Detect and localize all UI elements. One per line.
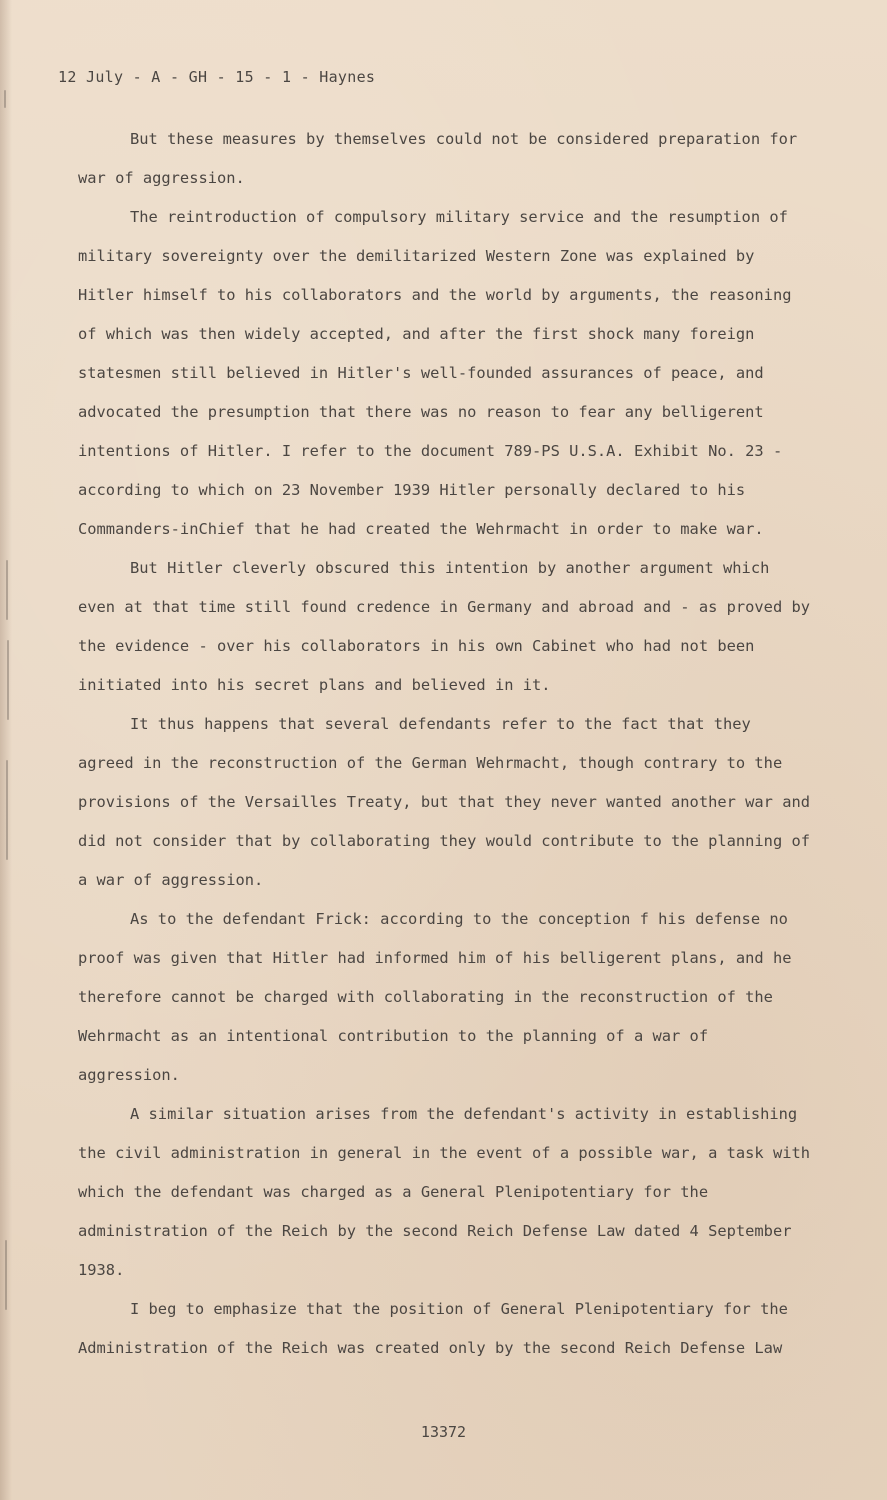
paragraph: I beg to emphasize that the position of General Plenipotentiary for the Administration of the Reich was created only by the second Reich Defense Law	[78, 1300, 788, 1357]
paragraph: It thus happens that several defendants refer to the fact that they agreed in the reconstruction of the German Wehrmacht, though contrary to the provisions of the Versailles Treaty, but that they never wanted another war and did not consider that by collaborating they would contribute to the planning of a war of aggression.	[78, 715, 811, 889]
edge-mark	[7, 640, 9, 720]
page-header: 12 July - A - GH - 15 - 1 - Haynes	[58, 68, 376, 86]
body-text	[78, 120, 813, 1368]
edge-mark	[4, 90, 6, 108]
edge-mark	[5, 1240, 7, 1310]
paragraph: But Hitler cleverly obscured this intention by another argument which even at that time still found credence in Germany and abroad and - as proved by the evidence - over his collaborators in his own Cabinet who had not been initiated into his secret plans and believed in it.	[78, 559, 811, 694]
edge-mark	[6, 560, 8, 620]
paragraph: But these measures by themselves could not be considered preparation for war of aggression.	[78, 130, 798, 187]
paragraph: As to the defendant Frick: according to the conception f his defense no proof was given that Hitler had informed him of his belligerent plans, and he therefore cannot be charged with collaborating in the reconstruction of the Wehrmacht as an intentional contribution to the planning of a war of aggression.	[78, 910, 792, 1084]
paragraph: A similar situation arises from the defendant's activity in establishing the civil administration in general in the event of a possible war, a task with which the defendant was charged as a General Plenipotentiary for the administration of the Reich by the second Reich Defense Law dated 4 September 1938.	[78, 1105, 811, 1279]
paragraph: The reintroduction of compulsory military service and the resumption of military sovereignty over the demilitarized Western Zone was explained by Hitler himself to his collaborators and the world by arguments, the reasoning of which was then widely accepted, and after the first shock many foreign statesmen still believed in Hitler's well-founded assurances of peace, and advocated the presumption that there was no reason to fear any belligerent intentions of Hitler. I refer to the document 789-PS U.S.A. Exhibit No. 23 - according to which on 23 November 1939 Hitler personally declared to his Commanders-inChief that he had created the Wehrmacht in order to make war.	[78, 208, 792, 538]
edge-mark	[6, 760, 8, 860]
page-number: 13372	[420, 1423, 467, 1441]
